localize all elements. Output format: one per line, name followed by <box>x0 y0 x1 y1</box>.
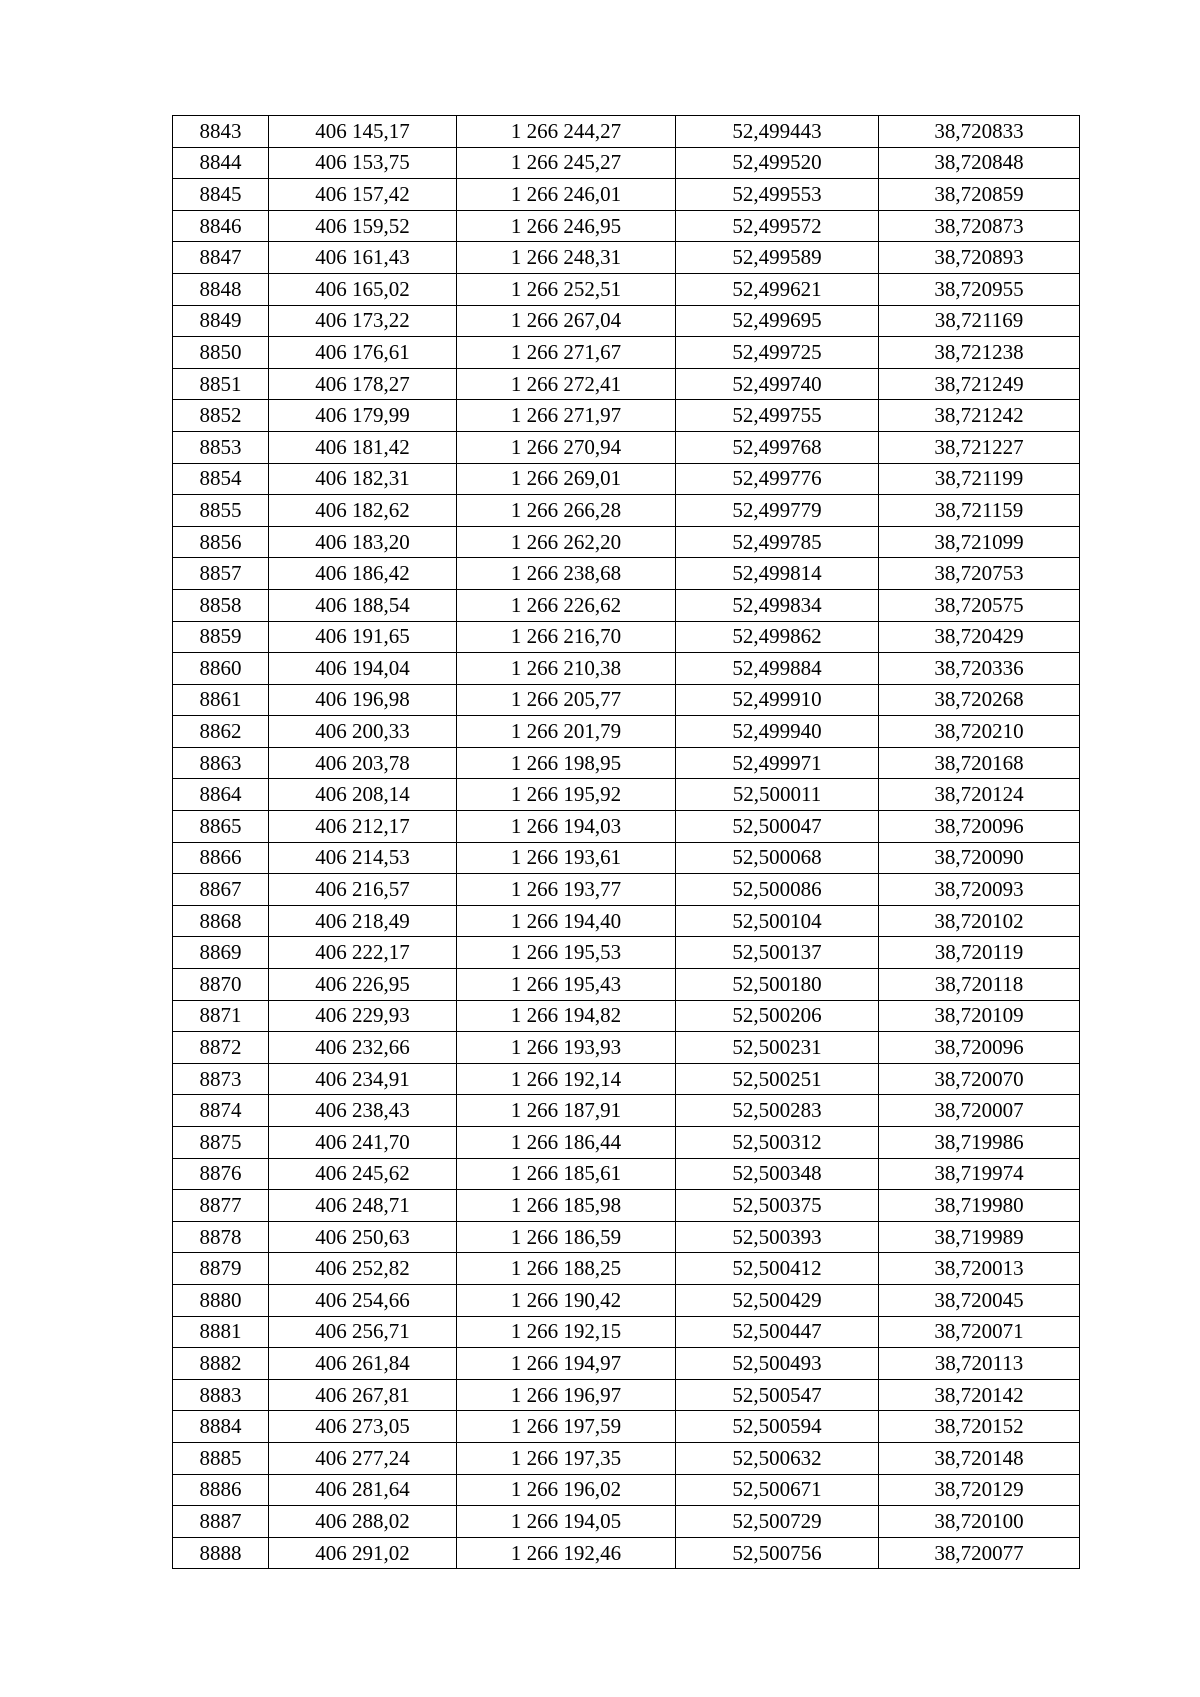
latitude-cell: 52,500393 <box>676 1221 879 1253</box>
latitude-cell: 52,499520 <box>676 147 879 179</box>
y-coordinate-cell: 1 266 195,43 <box>457 969 676 1001</box>
longitude-cell: 38,720109 <box>879 1000 1080 1032</box>
table-row <box>173 179 1080 211</box>
longitude-cell: 38,719986 <box>879 1127 1080 1159</box>
longitude-cell: 38,720148 <box>879 1442 1080 1474</box>
latitude-cell: 52,500375 <box>676 1190 879 1222</box>
table-row <box>173 1316 1080 1348</box>
longitude-cell: 38,720152 <box>879 1411 1080 1443</box>
x-coordinate-cell: 406 183,20 <box>269 526 457 558</box>
x-coordinate-cell: 406 191,65 <box>269 621 457 653</box>
longitude-cell: 38,720833 <box>879 116 1080 148</box>
x-coordinate-cell: 406 212,17 <box>269 811 457 843</box>
y-coordinate-cell: 1 266 210,38 <box>457 653 676 685</box>
point-number-cell: 8857 <box>173 558 269 590</box>
y-coordinate-cell: 1 266 244,27 <box>457 116 676 148</box>
longitude-cell: 38,720753 <box>879 558 1080 590</box>
table-row <box>173 1474 1080 1506</box>
latitude-cell: 52,500231 <box>676 1032 879 1064</box>
table-row <box>173 1095 1080 1127</box>
x-coordinate-cell: 406 208,14 <box>269 779 457 811</box>
y-coordinate-cell: 1 266 272,41 <box>457 368 676 400</box>
table-row <box>173 621 1080 653</box>
y-coordinate-cell: 1 266 269,01 <box>457 463 676 495</box>
latitude-cell: 52,500283 <box>676 1095 879 1127</box>
latitude-cell: 52,500729 <box>676 1506 879 1538</box>
x-coordinate-cell: 406 188,54 <box>269 589 457 621</box>
coordinates-table <box>172 115 1080 1569</box>
y-coordinate-cell: 1 266 187,91 <box>457 1095 676 1127</box>
x-coordinate-cell: 406 248,71 <box>269 1190 457 1222</box>
point-number-cell: 8875 <box>173 1127 269 1159</box>
point-number-cell: 8877 <box>173 1190 269 1222</box>
y-coordinate-cell: 1 266 193,93 <box>457 1032 676 1064</box>
coordinates-table-body <box>173 116 1080 1569</box>
x-coordinate-cell: 406 203,78 <box>269 747 457 779</box>
table-row <box>173 368 1080 400</box>
longitude-cell: 38,720071 <box>879 1316 1080 1348</box>
x-coordinate-cell: 406 288,02 <box>269 1506 457 1538</box>
x-coordinate-cell: 406 277,24 <box>269 1442 457 1474</box>
x-coordinate-cell: 406 241,70 <box>269 1127 457 1159</box>
y-coordinate-cell: 1 266 186,59 <box>457 1221 676 1253</box>
longitude-cell: 38,720007 <box>879 1095 1080 1127</box>
point-number-cell: 8852 <box>173 400 269 432</box>
longitude-cell: 38,721227 <box>879 431 1080 463</box>
y-coordinate-cell: 1 266 196,02 <box>457 1474 676 1506</box>
latitude-cell: 52,499572 <box>676 210 879 242</box>
point-number-cell: 8873 <box>173 1063 269 1095</box>
y-coordinate-cell: 1 266 262,20 <box>457 526 676 558</box>
point-number-cell: 8859 <box>173 621 269 653</box>
point-number-cell: 8855 <box>173 495 269 527</box>
latitude-cell: 52,500412 <box>676 1253 879 1285</box>
x-coordinate-cell: 406 179,99 <box>269 400 457 432</box>
x-coordinate-cell: 406 161,43 <box>269 242 457 274</box>
longitude-cell: 38,721099 <box>879 526 1080 558</box>
latitude-cell: 52,500348 <box>676 1158 879 1190</box>
x-coordinate-cell: 406 196,98 <box>269 684 457 716</box>
y-coordinate-cell: 1 266 188,25 <box>457 1253 676 1285</box>
longitude-cell: 38,720013 <box>879 1253 1080 1285</box>
latitude-cell: 52,500632 <box>676 1442 879 1474</box>
y-coordinate-cell: 1 266 195,92 <box>457 779 676 811</box>
x-coordinate-cell: 406 232,66 <box>269 1032 457 1064</box>
latitude-cell: 52,500086 <box>676 874 879 906</box>
latitude-cell: 52,500312 <box>676 1127 879 1159</box>
table-row <box>173 1063 1080 1095</box>
point-number-cell: 8853 <box>173 431 269 463</box>
longitude-cell: 38,720429 <box>879 621 1080 653</box>
point-number-cell: 8887 <box>173 1506 269 1538</box>
x-coordinate-cell: 406 252,82 <box>269 1253 457 1285</box>
longitude-cell: 38,721249 <box>879 368 1080 400</box>
x-coordinate-cell: 406 181,42 <box>269 431 457 463</box>
point-number-cell: 8864 <box>173 779 269 811</box>
point-number-cell: 8868 <box>173 905 269 937</box>
longitude-cell: 38,720210 <box>879 716 1080 748</box>
table-row <box>173 747 1080 779</box>
table-row <box>173 1190 1080 1222</box>
latitude-cell: 52,500104 <box>676 905 879 937</box>
latitude-cell: 52,499940 <box>676 716 879 748</box>
latitude-cell: 52,500180 <box>676 969 879 1001</box>
table-row <box>173 653 1080 685</box>
table-row <box>173 842 1080 874</box>
table-row <box>173 305 1080 337</box>
y-coordinate-cell: 1 266 192,46 <box>457 1537 676 1569</box>
longitude-cell: 38,719980 <box>879 1190 1080 1222</box>
point-number-cell: 8854 <box>173 463 269 495</box>
latitude-cell: 52,499695 <box>676 305 879 337</box>
table-row <box>173 210 1080 242</box>
longitude-cell: 38,721242 <box>879 400 1080 432</box>
latitude-cell: 52,500011 <box>676 779 879 811</box>
longitude-cell: 38,720096 <box>879 811 1080 843</box>
table-row <box>173 116 1080 148</box>
latitude-cell: 52,500547 <box>676 1379 879 1411</box>
x-coordinate-cell: 406 182,62 <box>269 495 457 527</box>
x-coordinate-cell: 406 226,95 <box>269 969 457 1001</box>
point-number-cell: 8861 <box>173 684 269 716</box>
y-coordinate-cell: 1 266 194,05 <box>457 1506 676 1538</box>
y-coordinate-cell: 1 266 226,62 <box>457 589 676 621</box>
table-row <box>173 1032 1080 1064</box>
latitude-cell: 52,500671 <box>676 1474 879 1506</box>
longitude-cell: 38,720848 <box>879 147 1080 179</box>
latitude-cell: 52,499910 <box>676 684 879 716</box>
latitude-cell: 52,500206 <box>676 1000 879 1032</box>
point-number-cell: 8872 <box>173 1032 269 1064</box>
longitude-cell: 38,720168 <box>879 747 1080 779</box>
x-coordinate-cell: 406 178,27 <box>269 368 457 400</box>
latitude-cell: 52,500137 <box>676 937 879 969</box>
longitude-cell: 38,720575 <box>879 589 1080 621</box>
x-coordinate-cell: 406 153,75 <box>269 147 457 179</box>
point-number-cell: 8884 <box>173 1411 269 1443</box>
x-coordinate-cell: 406 176,61 <box>269 337 457 369</box>
longitude-cell: 38,720070 <box>879 1063 1080 1095</box>
point-number-cell: 8846 <box>173 210 269 242</box>
table-row <box>173 337 1080 369</box>
point-number-cell: 8848 <box>173 273 269 305</box>
y-coordinate-cell: 1 266 197,59 <box>457 1411 676 1443</box>
latitude-cell: 52,499443 <box>676 116 879 148</box>
point-number-cell: 8858 <box>173 589 269 621</box>
latitude-cell: 52,499814 <box>676 558 879 590</box>
x-coordinate-cell: 406 291,02 <box>269 1537 457 1569</box>
table-row <box>173 1537 1080 1569</box>
longitude-cell: 38,720100 <box>879 1506 1080 1538</box>
x-coordinate-cell: 406 234,91 <box>269 1063 457 1095</box>
table-row <box>173 684 1080 716</box>
table-row <box>173 1284 1080 1316</box>
latitude-cell: 52,500493 <box>676 1348 879 1380</box>
longitude-cell: 38,720118 <box>879 969 1080 1001</box>
point-number-cell: 8862 <box>173 716 269 748</box>
table-row <box>173 1000 1080 1032</box>
table-row <box>173 589 1080 621</box>
longitude-cell: 38,720873 <box>879 210 1080 242</box>
point-number-cell: 8871 <box>173 1000 269 1032</box>
y-coordinate-cell: 1 266 192,15 <box>457 1316 676 1348</box>
point-number-cell: 8849 <box>173 305 269 337</box>
longitude-cell: 38,721159 <box>879 495 1080 527</box>
y-coordinate-cell: 1 266 271,97 <box>457 400 676 432</box>
longitude-cell: 38,720090 <box>879 842 1080 874</box>
point-number-cell: 8863 <box>173 747 269 779</box>
table-row <box>173 1442 1080 1474</box>
table-row <box>173 874 1080 906</box>
y-coordinate-cell: 1 266 193,61 <box>457 842 676 874</box>
point-number-cell: 8860 <box>173 653 269 685</box>
table-row <box>173 1379 1080 1411</box>
point-number-cell: 8882 <box>173 1348 269 1380</box>
y-coordinate-cell: 1 266 248,31 <box>457 242 676 274</box>
y-coordinate-cell: 1 266 246,01 <box>457 179 676 211</box>
point-number-cell: 8886 <box>173 1474 269 1506</box>
latitude-cell: 52,499740 <box>676 368 879 400</box>
x-coordinate-cell: 406 222,17 <box>269 937 457 969</box>
x-coordinate-cell: 406 250,63 <box>269 1221 457 1253</box>
x-coordinate-cell: 406 145,17 <box>269 116 457 148</box>
longitude-cell: 38,720859 <box>879 179 1080 211</box>
point-number-cell: 8851 <box>173 368 269 400</box>
y-coordinate-cell: 1 266 238,68 <box>457 558 676 590</box>
point-number-cell: 8876 <box>173 1158 269 1190</box>
longitude-cell: 38,720142 <box>879 1379 1080 1411</box>
table-row <box>173 273 1080 305</box>
latitude-cell: 52,499589 <box>676 242 879 274</box>
y-coordinate-cell: 1 266 194,82 <box>457 1000 676 1032</box>
y-coordinate-cell: 1 266 194,03 <box>457 811 676 843</box>
latitude-cell: 52,500756 <box>676 1537 879 1569</box>
y-coordinate-cell: 1 266 192,14 <box>457 1063 676 1095</box>
table-row <box>173 716 1080 748</box>
point-number-cell: 8870 <box>173 969 269 1001</box>
x-coordinate-cell: 406 194,04 <box>269 653 457 685</box>
y-coordinate-cell: 1 266 270,94 <box>457 431 676 463</box>
table-row <box>173 242 1080 274</box>
y-coordinate-cell: 1 266 185,61 <box>457 1158 676 1190</box>
y-coordinate-cell: 1 266 194,40 <box>457 905 676 937</box>
point-number-cell: 8866 <box>173 842 269 874</box>
latitude-cell: 52,500251 <box>676 1063 879 1095</box>
x-coordinate-cell: 406 256,71 <box>269 1316 457 1348</box>
x-coordinate-cell: 406 200,33 <box>269 716 457 748</box>
y-coordinate-cell: 1 266 193,77 <box>457 874 676 906</box>
table-row <box>173 1253 1080 1285</box>
table-row <box>173 1506 1080 1538</box>
latitude-cell: 52,499725 <box>676 337 879 369</box>
point-number-cell: 8845 <box>173 179 269 211</box>
longitude-cell: 38,720102 <box>879 905 1080 937</box>
y-coordinate-cell: 1 266 266,28 <box>457 495 676 527</box>
longitude-cell: 38,721169 <box>879 305 1080 337</box>
table-row <box>173 558 1080 590</box>
y-coordinate-cell: 1 266 198,95 <box>457 747 676 779</box>
longitude-cell: 38,720093 <box>879 874 1080 906</box>
y-coordinate-cell: 1 266 185,98 <box>457 1190 676 1222</box>
y-coordinate-cell: 1 266 271,67 <box>457 337 676 369</box>
point-number-cell: 8865 <box>173 811 269 843</box>
y-coordinate-cell: 1 266 252,51 <box>457 273 676 305</box>
point-number-cell: 8843 <box>173 116 269 148</box>
point-number-cell: 8847 <box>173 242 269 274</box>
latitude-cell: 52,499971 <box>676 747 879 779</box>
table-row <box>173 811 1080 843</box>
point-number-cell: 8874 <box>173 1095 269 1127</box>
x-coordinate-cell: 406 273,05 <box>269 1411 457 1443</box>
longitude-cell: 38,721199 <box>879 463 1080 495</box>
table-row <box>173 495 1080 527</box>
table-row <box>173 431 1080 463</box>
table-row <box>173 937 1080 969</box>
table-row <box>173 526 1080 558</box>
point-number-cell: 8883 <box>173 1379 269 1411</box>
x-coordinate-cell: 406 218,49 <box>269 905 457 937</box>
longitude-cell: 38,720893 <box>879 242 1080 274</box>
point-number-cell: 8879 <box>173 1253 269 1285</box>
y-coordinate-cell: 1 266 194,97 <box>457 1348 676 1380</box>
table-row <box>173 1158 1080 1190</box>
y-coordinate-cell: 1 266 197,35 <box>457 1442 676 1474</box>
table-row <box>173 463 1080 495</box>
point-number-cell: 8856 <box>173 526 269 558</box>
y-coordinate-cell: 1 266 190,42 <box>457 1284 676 1316</box>
latitude-cell: 52,499768 <box>676 431 879 463</box>
longitude-cell: 38,720119 <box>879 937 1080 969</box>
point-number-cell: 8885 <box>173 1442 269 1474</box>
x-coordinate-cell: 406 157,42 <box>269 179 457 211</box>
latitude-cell: 52,500047 <box>676 811 879 843</box>
latitude-cell: 52,500447 <box>676 1316 879 1348</box>
x-coordinate-cell: 406 182,31 <box>269 463 457 495</box>
point-number-cell: 8878 <box>173 1221 269 1253</box>
point-number-cell: 8867 <box>173 874 269 906</box>
longitude-cell: 38,720077 <box>879 1537 1080 1569</box>
table-row <box>173 1127 1080 1159</box>
x-coordinate-cell: 406 238,43 <box>269 1095 457 1127</box>
longitude-cell: 38,719989 <box>879 1221 1080 1253</box>
latitude-cell: 52,500429 <box>676 1284 879 1316</box>
y-coordinate-cell: 1 266 201,79 <box>457 716 676 748</box>
longitude-cell: 38,720336 <box>879 653 1080 685</box>
longitude-cell: 38,720955 <box>879 273 1080 305</box>
y-coordinate-cell: 1 266 196,97 <box>457 1379 676 1411</box>
longitude-cell: 38,720045 <box>879 1284 1080 1316</box>
longitude-cell: 38,721238 <box>879 337 1080 369</box>
y-coordinate-cell: 1 266 246,95 <box>457 210 676 242</box>
x-coordinate-cell: 406 186,42 <box>269 558 457 590</box>
longitude-cell: 38,720129 <box>879 1474 1080 1506</box>
latitude-cell: 52,499776 <box>676 463 879 495</box>
point-number-cell: 8888 <box>173 1537 269 1569</box>
x-coordinate-cell: 406 261,84 <box>269 1348 457 1380</box>
x-coordinate-cell: 406 267,81 <box>269 1379 457 1411</box>
y-coordinate-cell: 1 266 245,27 <box>457 147 676 179</box>
table-row <box>173 779 1080 811</box>
point-number-cell: 8844 <box>173 147 269 179</box>
x-coordinate-cell: 406 281,64 <box>269 1474 457 1506</box>
y-coordinate-cell: 1 266 195,53 <box>457 937 676 969</box>
latitude-cell: 52,500068 <box>676 842 879 874</box>
x-coordinate-cell: 406 216,57 <box>269 874 457 906</box>
longitude-cell: 38,720113 <box>879 1348 1080 1380</box>
x-coordinate-cell: 406 214,53 <box>269 842 457 874</box>
longitude-cell: 38,720096 <box>879 1032 1080 1064</box>
point-number-cell: 8850 <box>173 337 269 369</box>
y-coordinate-cell: 1 266 267,04 <box>457 305 676 337</box>
table-row <box>173 1221 1080 1253</box>
latitude-cell: 52,499834 <box>676 589 879 621</box>
y-coordinate-cell: 1 266 186,44 <box>457 1127 676 1159</box>
y-coordinate-cell: 1 266 216,70 <box>457 621 676 653</box>
table-row <box>173 147 1080 179</box>
point-number-cell: 8869 <box>173 937 269 969</box>
x-coordinate-cell: 406 159,52 <box>269 210 457 242</box>
table-row <box>173 400 1080 432</box>
longitude-cell: 38,720124 <box>879 779 1080 811</box>
x-coordinate-cell: 406 245,62 <box>269 1158 457 1190</box>
y-coordinate-cell: 1 266 205,77 <box>457 684 676 716</box>
x-coordinate-cell: 406 254,66 <box>269 1284 457 1316</box>
point-number-cell: 8880 <box>173 1284 269 1316</box>
latitude-cell: 52,499862 <box>676 621 879 653</box>
table-row <box>173 1411 1080 1443</box>
x-coordinate-cell: 406 165,02 <box>269 273 457 305</box>
latitude-cell: 52,500594 <box>676 1411 879 1443</box>
latitude-cell: 52,499621 <box>676 273 879 305</box>
x-coordinate-cell: 406 173,22 <box>269 305 457 337</box>
longitude-cell: 38,719974 <box>879 1158 1080 1190</box>
latitude-cell: 52,499553 <box>676 179 879 211</box>
x-coordinate-cell: 406 229,93 <box>269 1000 457 1032</box>
latitude-cell: 52,499755 <box>676 400 879 432</box>
latitude-cell: 52,499779 <box>676 495 879 527</box>
latitude-cell: 52,499884 <box>676 653 879 685</box>
point-number-cell: 8881 <box>173 1316 269 1348</box>
table-row <box>173 905 1080 937</box>
longitude-cell: 38,720268 <box>879 684 1080 716</box>
table-row <box>173 969 1080 1001</box>
latitude-cell: 52,499785 <box>676 526 879 558</box>
table-row <box>173 1348 1080 1380</box>
